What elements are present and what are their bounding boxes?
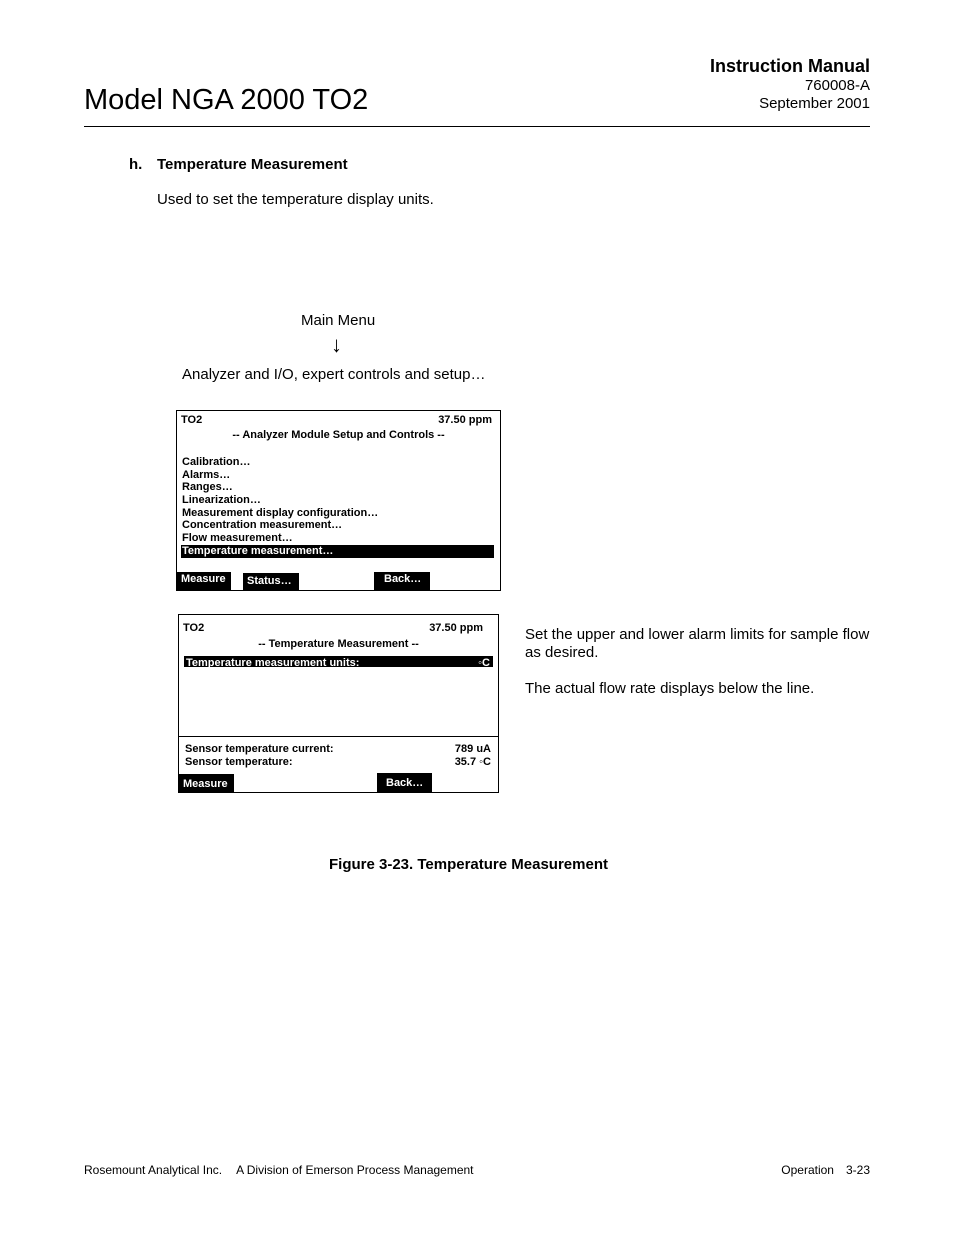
figure-caption: Figure 3-23. Temperature Measurement: [329, 856, 608, 873]
menu-item-temperature[interactable]: Temperature measurement…: [181, 545, 494, 558]
softkey-measure[interactable]: Measure: [177, 572, 231, 590]
menu-item-ranges[interactable]: Ranges…: [182, 481, 233, 493]
softkey-back[interactable]: Back…: [374, 572, 430, 590]
screen-name: TO2: [183, 622, 205, 634]
footer-company: Rosemount Analytical Inc.: [84, 1163, 223, 1177]
readout-label-temperature: Sensor temperature:: [185, 756, 293, 768]
footer-chapter: Operation: [781, 1163, 834, 1177]
menu-item-flow[interactable]: Flow measurement…: [182, 532, 293, 544]
header-rule: [84, 126, 870, 127]
softkey-measure[interactable]: Measure: [179, 774, 234, 792]
menu-item-linearization[interactable]: Linearization…: [182, 494, 261, 506]
units-setting-value[interactable]: ◦C: [478, 657, 490, 667]
document-title: Model NGA 2000 TO2: [84, 84, 369, 116]
screen-name: TO2: [181, 414, 203, 426]
readout-value-current: 789 uA: [454, 743, 491, 755]
temperature-measurement-screen: [178, 614, 499, 793]
main-menu-label: Main Menu: [301, 312, 376, 329]
section-letter: h.: [129, 156, 143, 173]
menu-item-calibration[interactable]: Calibration…: [182, 456, 251, 468]
screen-reading: 37.50 ppm: [438, 414, 492, 426]
submenu-label: Analyzer and I/O, expert controls and setup…: [182, 366, 486, 383]
footer-right: [769, 1163, 870, 1177]
footer-page: 3-23: [845, 1163, 870, 1177]
readout-label-current: Sensor temperature current:: [185, 743, 334, 755]
menu-item-display-config[interactable]: Measurement display configuration…: [182, 507, 379, 519]
section-title: Temperature Measurement: [157, 156, 348, 173]
manual-label: Instruction Manual: [709, 56, 870, 76]
doc-number: 760008-A: [804, 77, 870, 94]
down-arrow-icon: ↓: [331, 332, 342, 357]
menu-item-concentration[interactable]: Concentration measurement…: [182, 519, 343, 531]
readout-value-temperature: 35.7 ◦C: [454, 756, 491, 768]
side-note-para-1: Set the upper and lower alarm limits for sample flow as desired.: [525, 626, 870, 661]
screen-heading: -- Temperature Measurement --: [258, 638, 419, 650]
units-setting-label: Temperature measurement units:: [186, 657, 360, 667]
units-setting-row[interactable]: [184, 656, 493, 667]
screen-reading: 37.50 ppm: [429, 622, 483, 634]
footer-division: A Division of Emerson Process Management: [236, 1163, 474, 1177]
screen-heading: -- Analyzer Module Setup and Controls --: [232, 429, 445, 441]
menu-item-alarms[interactable]: Alarms…: [182, 469, 231, 481]
softkey-back[interactable]: Back…: [377, 773, 432, 792]
side-note: [525, 626, 870, 716]
doc-date: September 2001: [759, 95, 870, 112]
softkey-status[interactable]: Status…: [243, 573, 299, 591]
readout-divider: [179, 736, 498, 737]
analyzer-setup-screen: [176, 410, 501, 591]
header-info: [710, 56, 870, 113]
section-intro: Used to set the temperature display units.: [157, 191, 434, 208]
footer-left: [84, 1163, 488, 1177]
side-note-para-2: The actual flow rate displays below the line.: [525, 680, 815, 697]
